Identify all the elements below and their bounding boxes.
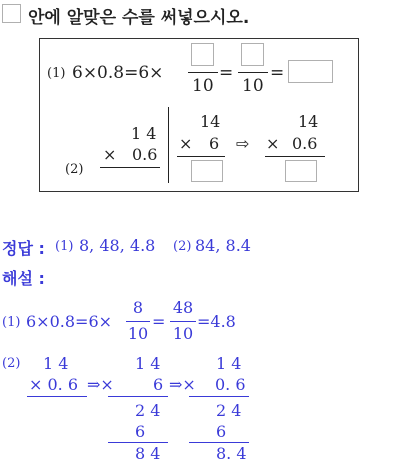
instruction-text: 안에 알맞은 수를 써넣으시오. bbox=[28, 8, 250, 28]
explanation-col2-partial2: 6 bbox=[135, 422, 146, 441]
blank-box-icon bbox=[2, 4, 21, 23]
explanation-col2-bar2 bbox=[108, 442, 168, 443]
blank-numerator-1[interactable] bbox=[191, 43, 214, 66]
answer-2-values: 84, 8.4 bbox=[195, 236, 251, 255]
blank-product-1[interactable] bbox=[191, 160, 223, 182]
equals-sign-2: = bbox=[270, 63, 285, 83]
problem-2-col1-bar bbox=[100, 167, 160, 168]
explanation-col3-partial2: 6 bbox=[216, 422, 227, 441]
problem-2-col2-multiplier: 6 bbox=[209, 134, 220, 153]
fraction-bar-2 bbox=[238, 72, 268, 73]
explanation-col3-top: 1 4 bbox=[216, 354, 242, 373]
problem-1-label: (1) bbox=[47, 66, 66, 81]
explanation-arrow-2: ⇒× bbox=[169, 375, 196, 394]
explanation-label: 해설 : bbox=[2, 269, 45, 288]
answer-1-label: (1) bbox=[55, 239, 74, 254]
problem-1-lhs: 6×0.8=6× bbox=[72, 63, 164, 83]
explanation-frac1-bar bbox=[126, 321, 150, 322]
explanation-col3-bar2 bbox=[189, 442, 249, 443]
problem-2-col1-multiplier: 0.6 bbox=[132, 145, 158, 164]
problem-2-col3-times: × bbox=[266, 134, 280, 153]
answer-2-label: (2) bbox=[173, 239, 192, 254]
blank-product-2[interactable] bbox=[285, 160, 317, 182]
problem-2-col3-bar bbox=[265, 156, 325, 157]
problem-2-col3-multiplier: 0.6 bbox=[292, 134, 318, 153]
explanation-frac2-num: 48 bbox=[172, 298, 194, 317]
blank-result-1[interactable] bbox=[288, 60, 333, 83]
open-arrow-icon: ⇨ bbox=[236, 134, 250, 153]
explanation-col3-final: 8. 4 bbox=[216, 444, 247, 463]
explanation-col2-partial1: 2 4 bbox=[135, 401, 161, 420]
explanation-1-label: (1) bbox=[2, 315, 21, 330]
explanation-frac2-bar bbox=[170, 321, 196, 322]
problem-2-col2-bar bbox=[177, 156, 225, 157]
equals-sign-1: = bbox=[219, 63, 234, 83]
explanation-2-label: (2) bbox=[2, 356, 21, 371]
problem-2-col2-times: × bbox=[179, 134, 193, 153]
explanation-col1-top: 1 4 bbox=[43, 354, 69, 373]
explanation-arrow-1: ⇒× bbox=[87, 375, 114, 394]
problem-2-col1-times: × bbox=[103, 145, 117, 164]
blank-numerator-2[interactable] bbox=[241, 43, 264, 66]
fraction-1-denominator: 10 bbox=[192, 76, 214, 96]
problem-2-label: (2) bbox=[65, 162, 84, 177]
explanation-result: =4.8 bbox=[197, 312, 236, 331]
explanation-col2-final: 8 4 bbox=[135, 444, 161, 463]
fraction-bar-1 bbox=[188, 72, 218, 73]
explanation-frac1-den: 10 bbox=[127, 324, 149, 343]
explanation-eq: = bbox=[152, 312, 166, 331]
explanation-col3-partial1: 2 4 bbox=[216, 401, 242, 420]
problem-2-divider bbox=[168, 107, 169, 183]
explanation-col3-bot: 0. 6 bbox=[215, 375, 246, 394]
explanation-frac1-num: 8 bbox=[132, 298, 144, 317]
explanation-col1-bar bbox=[27, 396, 87, 397]
fraction-2-denominator: 10 bbox=[242, 76, 264, 96]
problem-2-col2-top: 14 bbox=[200, 112, 221, 131]
explanation-col2-bar1 bbox=[108, 396, 168, 397]
answer-label: 정답 : bbox=[2, 239, 45, 258]
explanation-col3-bar1 bbox=[189, 396, 249, 397]
problem-2-col1-top: 1 4 bbox=[131, 124, 157, 143]
explanation-frac2-den: 10 bbox=[172, 324, 194, 343]
explanation-col2-top: 1 4 bbox=[135, 354, 161, 373]
answer-1-values: 8, 48, 4.8 bbox=[79, 236, 156, 255]
problem-2-col3-top: 14 bbox=[298, 112, 319, 131]
explanation-col1-bot: × 0. 6 bbox=[29, 375, 79, 394]
explanation-col2-bot: 6 bbox=[153, 375, 164, 394]
explanation-1-lhs: 6×0.8=6× bbox=[26, 312, 113, 331]
